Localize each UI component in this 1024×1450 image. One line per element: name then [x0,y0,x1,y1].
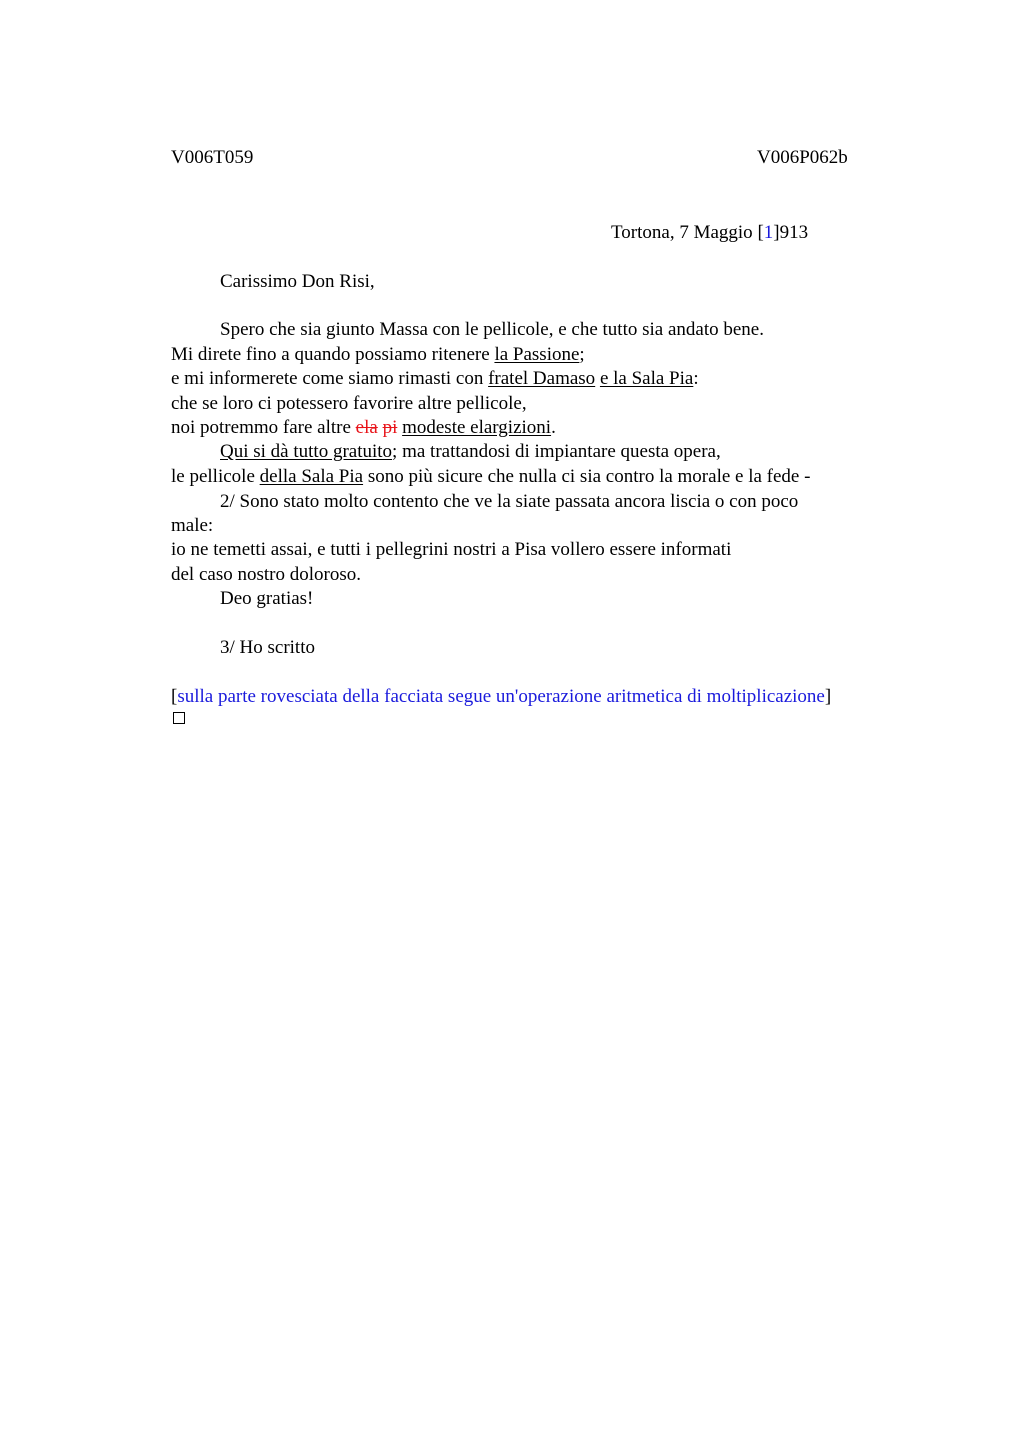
document-code-left: V006T059 [171,147,254,168]
bracket-open: [ [171,686,178,707]
body-line-3 [171,367,699,391]
body-line-1: Spero che sia giunto Massa con le pellicole, e che tutto sia andato bene. [220,319,764,340]
body-line-10: io ne temetti assai, e tutti i pellegrini nostri a Pisa vollero essere informati [171,539,732,560]
editorial-note-text: sulla parte rovesciata della facciata segue un'operazione aritmetica di moltiplicazione [177,686,825,707]
dateline [611,221,808,245]
body-line-12: Deo gratias! [220,588,314,609]
underlined-text: Qui si dà tutto gratuito [220,441,393,462]
body-line-11: del caso nostro doloroso. [171,564,361,585]
underlined-text: modeste elargizioni [402,417,552,438]
text-span: Mi direte fino a quando possiamo ritenere [171,344,495,365]
text-span: : [693,368,699,389]
underlined-text: e la Sala Pia [599,368,694,389]
deleted-text: ela [355,417,378,438]
body-line-4: che se loro ci potessero favorire altre pellicole, [171,393,527,414]
text-span: sono più sicure che nulla ci sia contro la morale e la fede - [363,466,811,487]
checkbox-square-icon [173,712,185,724]
text-span: noi potremmo fare altre [171,417,356,438]
bracket-close: ] [824,686,832,707]
underlined-text: della Sala Pia [259,466,364,487]
text-span: . [551,417,556,438]
underlined-text: fratel Damaso [488,368,596,389]
text-span: ; [579,344,585,365]
document-code-right: V006P062b [757,147,848,168]
body-line-13: 3/ Ho scritto [220,637,315,658]
body-line-9: male: [171,515,214,536]
dateline-place-date: Tortona, 7 Maggio [611,222,758,243]
salutation: Carissimo Don Risi, [220,271,375,292]
body-line-2 [171,343,585,367]
text-span: e mi informerete come siamo rimasti con [171,368,489,389]
body-line-7 [171,465,810,489]
dateline-bracket-close: ] [773,222,780,243]
dateline-year: 913 [779,222,809,243]
dateline-editorial-digit: 1 [763,222,774,243]
body-line-6 [220,440,721,464]
text-span: le pellicole [171,466,260,487]
dateline-bracket-open: [ [757,222,764,243]
underlined-text: la Passione [494,344,580,365]
editorial-note [171,685,831,709]
deleted-text: pi [382,417,398,438]
body-line-5 [171,416,556,440]
text-span: ; ma trattandosi di impiantare questa opera, [392,441,721,462]
body-line-8: 2/ Sono stato molto contento che ve la siate passata ancora liscia o con poco [220,491,799,512]
